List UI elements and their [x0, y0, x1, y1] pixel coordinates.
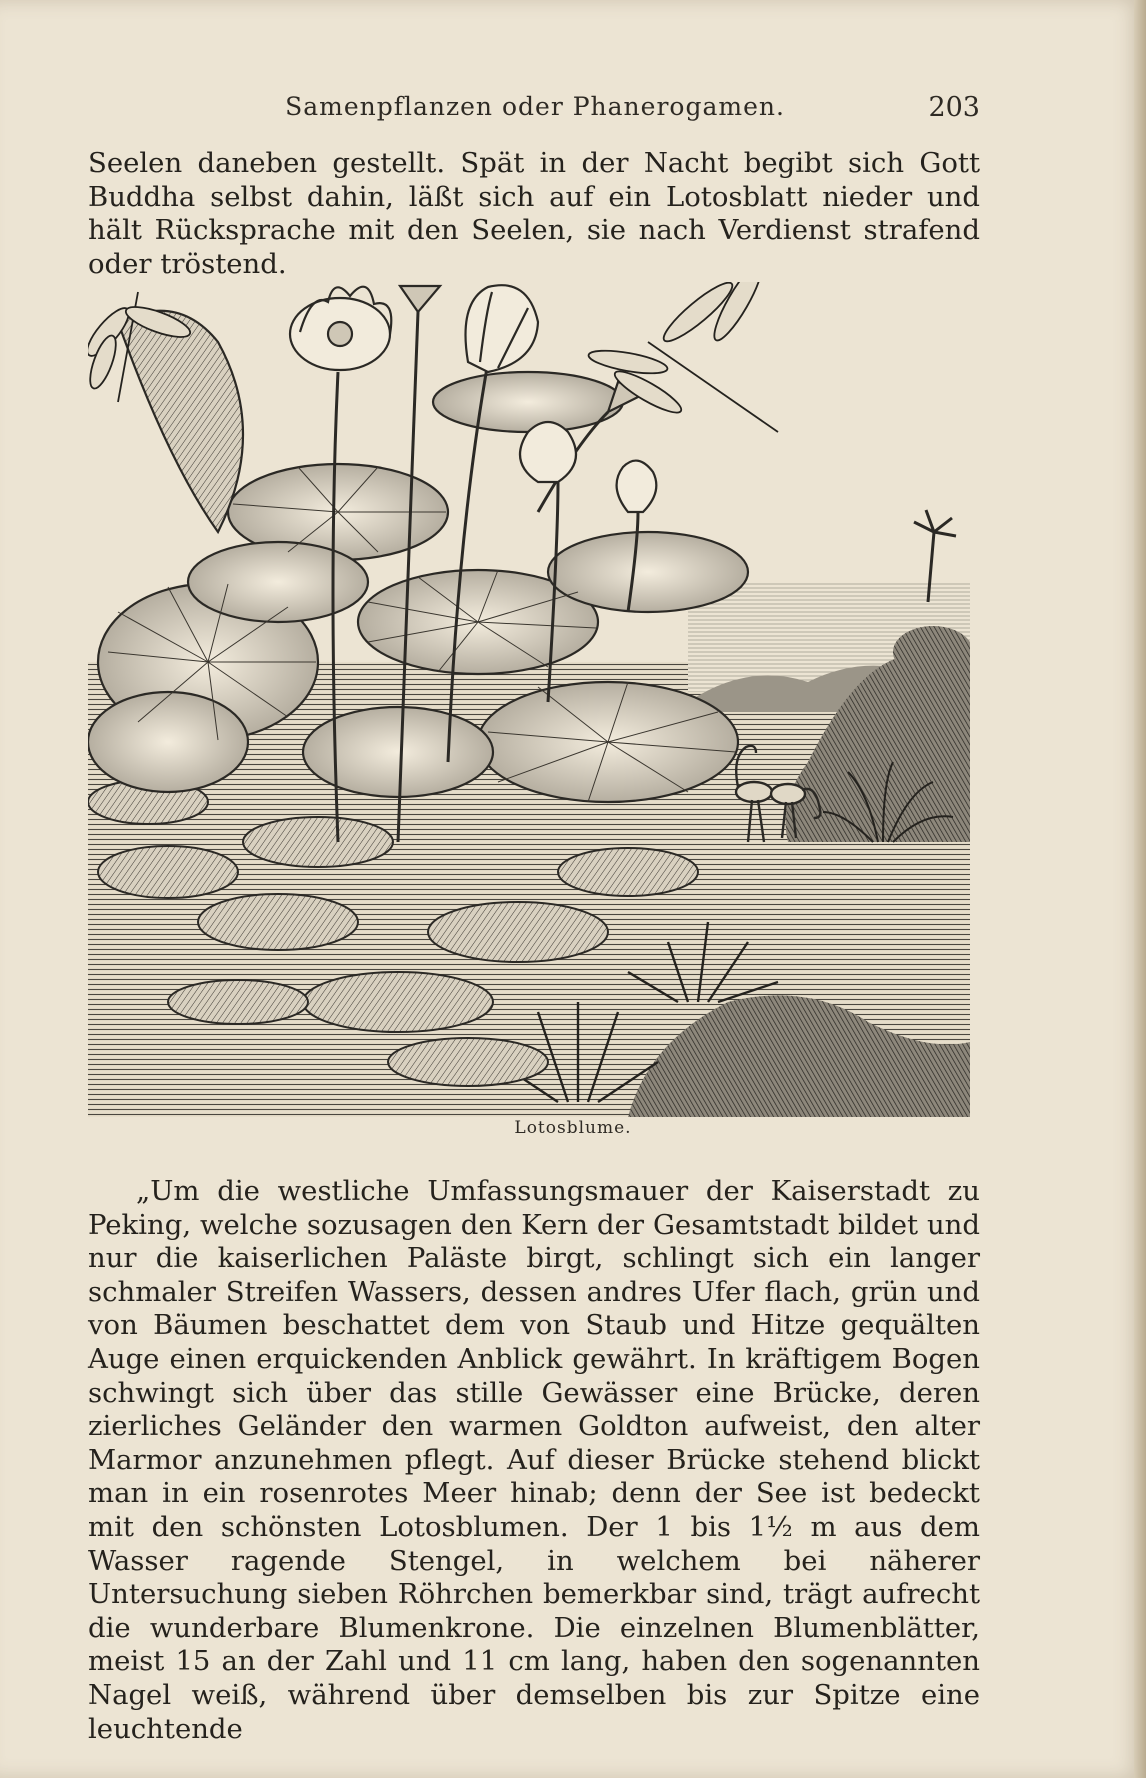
paragraph-peking-lotus: „Um die westliche Umfassungsmauer der Kaiserstadt zu Peking, welche sozusagen den Kern der Gesamtstadt bildet und nur die kaiserlichen Paläste birgt, schlingt sich ein langer schmaler Streifen Wassers, dessen andres Ufer flach, grün und von Bäumen beschattet dem von Staub und Hitze gequälten Auge einen erquickenden Anblick gewährt. In kräftigem Bogen schwingt sich über das stille Gewässer eine Brücke, deren zierliches Geländer den warmen Goldton aufweist, den alter Marmor anzunehmen pflegt. Auf dieser Brücke stehend blickt man in ein rosenrotes Meer hinab; denn der See ist bedeckt mit den schönsten Lotosblumen. Der 1 bis 1½ m aus dem Wasser ragende Stengel, in welchem bei näherer Untersuchung sieben Röhrchen bemerkbar sind, trägt aufrecht die wunderbare Blumenkrone. Die einzelnen Blumenblätter, meist 15 an der Zahl und 11 cm lang, haben den sogenannten Nagel weiß, während über demselben bis zur Spitze eine leuchtende — [88, 1175, 980, 1745]
running-title: Samenpflanzen oder Phanerogamen. — [285, 92, 785, 121]
open-lotus-flower — [290, 287, 391, 370]
figure-caption: Lotosblume. — [514, 1118, 632, 1138]
bank-bush — [893, 626, 970, 678]
lotus-seedpod — [400, 286, 440, 312]
page-number: 203 — [928, 92, 980, 123]
page-edge — [1134, 0, 1146, 1778]
lotus-illustration — [88, 282, 970, 1117]
lotus-bud-2 — [617, 461, 657, 512]
lotus-bud-1 — [520, 422, 576, 482]
running-header — [90, 92, 980, 126]
lotus-engraving — [88, 282, 970, 1117]
half-open-lotus-flower — [466, 285, 539, 372]
paragraph-continued: Seelen daneben gestellt. Spät in der Nacht begibt sich Gott Buddha selbst dahin, läßt sich auf ein Lotosblatt nieder und hält Rücksprache mit den Seelen, sie nach Verdienst strafend oder tröstend. — [88, 147, 980, 280]
